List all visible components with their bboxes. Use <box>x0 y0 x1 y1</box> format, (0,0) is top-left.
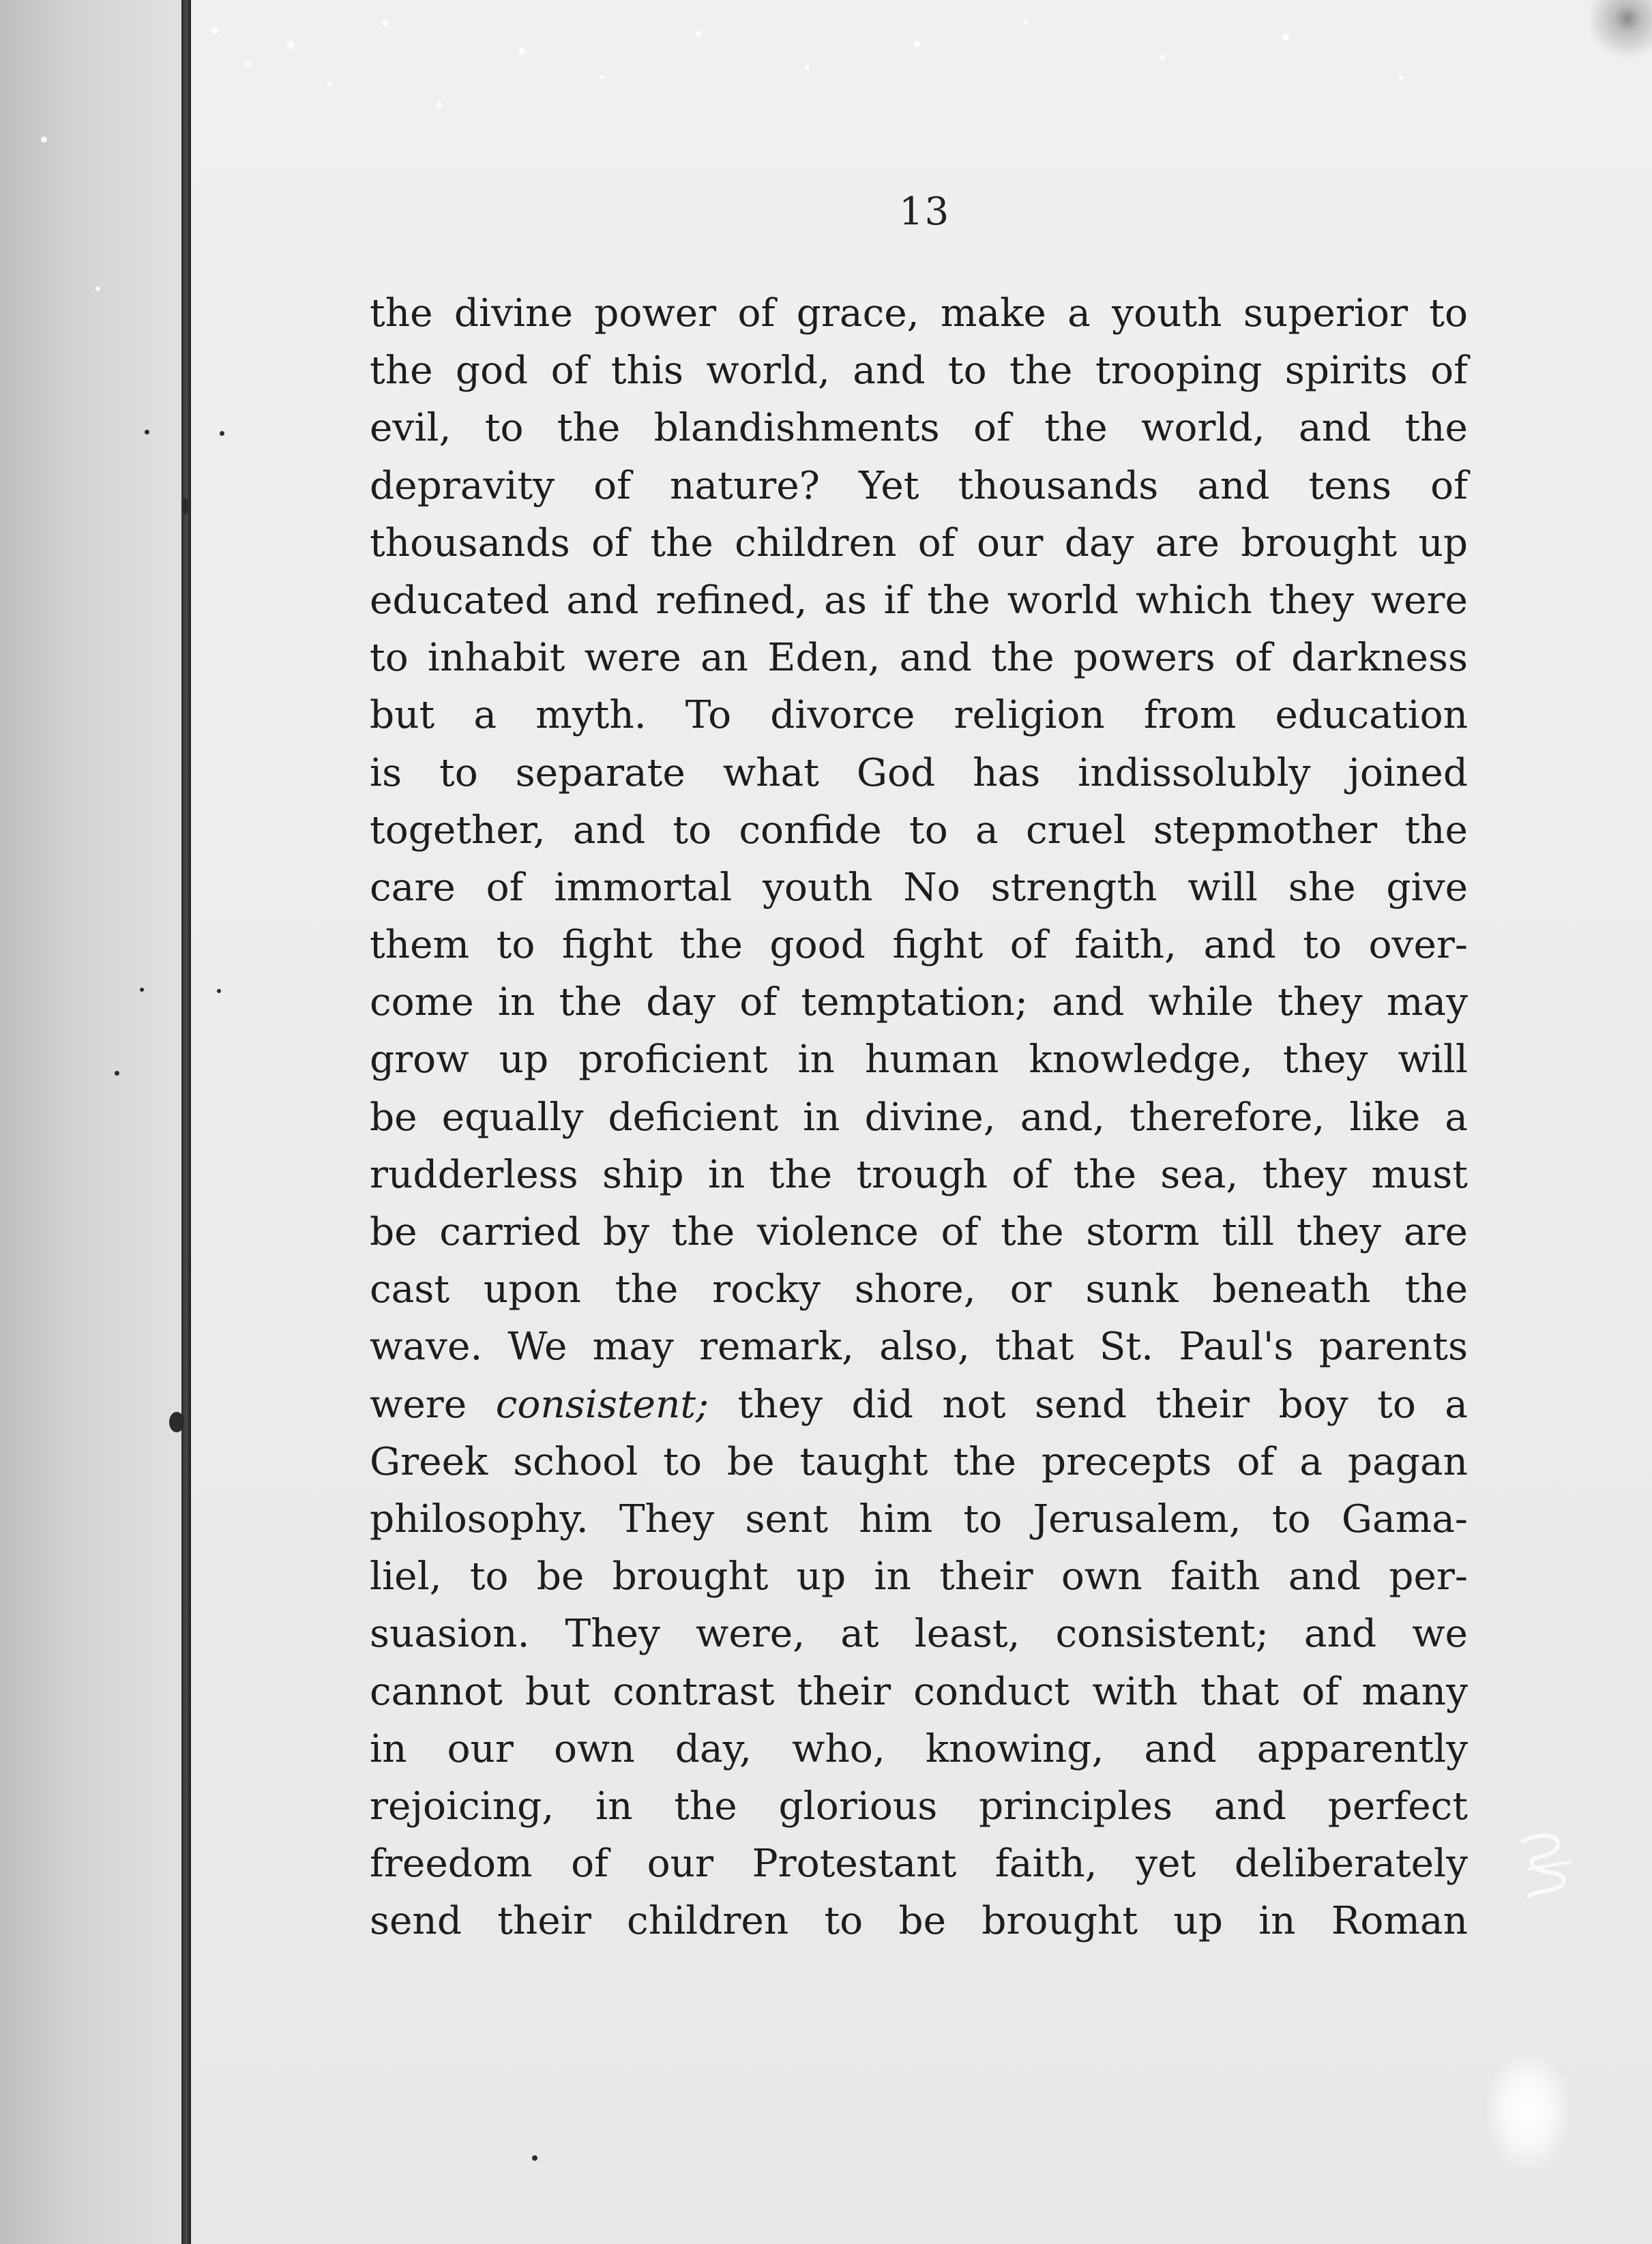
text-line: the god of this world, and to the trooping spirits of <box>370 349 1468 394</box>
dust-speck <box>1282 34 1289 41</box>
pencil-scribble-icon <box>1516 1828 1577 1903</box>
margin-mark <box>181 498 188 514</box>
dust-speck <box>327 82 332 87</box>
margin-mark <box>140 988 144 992</box>
text-fragment: were <box>370 1382 467 1427</box>
text-line: together, and to confide to a cruel stepmother the <box>370 808 1468 853</box>
text-line: Greek school to be taught the precepts of a pagan <box>370 1439 1468 1484</box>
margin-mark <box>145 430 149 434</box>
dust-speck <box>246 61 251 67</box>
text-line: in our own day, who, knowing, and apparently <box>370 1726 1468 1771</box>
margin-mark <box>115 1071 119 1076</box>
text-line: educated and refined, as if the world which they were <box>370 578 1468 623</box>
dust-speck <box>1160 55 1165 60</box>
dust-speck <box>914 41 920 47</box>
margin-mark <box>220 431 224 436</box>
dust-speck <box>805 65 810 70</box>
text-line: depravity of nature? Yet thousands and tens of <box>370 463 1468 508</box>
facing-page-edge <box>0 0 183 2244</box>
text-line: to inhabit were an Eden, and the powers of darkness <box>370 636 1468 681</box>
margin-mark <box>169 1412 184 1432</box>
text-line: suasion. They were, at least, consistent; and we <box>370 1612 1468 1657</box>
text-line: care of immortal youth No strength will she give <box>370 865 1468 910</box>
dust-speck <box>1398 75 1403 80</box>
text-line: philosophy. They sent him to Jerusalem, to Gama- <box>370 1496 1468 1541</box>
text-line: rudderless ship in the trough of the sea, they must <box>370 1152 1468 1197</box>
text-line: cast upon the rocky shore, or sunk beneath the <box>370 1267 1468 1312</box>
text-line: be carried by the violence of the storm till they are <box>370 1210 1468 1254</box>
text-line-mixed <box>370 1376 1468 1434</box>
text-line: liel, to be brought up in their own faith and per- <box>370 1554 1468 1599</box>
dust-speck <box>437 102 442 108</box>
margin-mark <box>217 989 221 993</box>
dust-speck <box>1023 20 1027 25</box>
scan-glare <box>1487 2053 1569 2169</box>
text-line: send their children to be brought up in Roman <box>370 1899 1468 1944</box>
text-line: freedom of our Protestant faith, yet deliberately <box>370 1842 1468 1887</box>
dust-speck <box>286 41 295 49</box>
text-line: them to fight the good fight of faith, and to over- <box>370 923 1468 968</box>
dust-speck <box>600 75 604 79</box>
dust-speck <box>696 31 701 36</box>
text-line: the divine power of grace, make a youth superior to <box>370 291 1468 336</box>
text-line: but a myth. To divorce religion from education <box>370 693 1468 738</box>
dust-speck <box>211 27 218 34</box>
text-line: be equally deficient in divine, and, therefore, like a <box>370 1095 1468 1140</box>
dust-speck <box>382 20 388 27</box>
margin-mark <box>532 2155 537 2161</box>
dust-speck <box>95 286 100 291</box>
page-number: 13 <box>899 190 951 234</box>
text-line: grow up proficient in human knowledge, they will <box>370 1037 1468 1082</box>
corner-shadow <box>1591 0 1652 61</box>
text-line: evil, to the blandishments of the world, and the <box>370 406 1468 451</box>
page-gutter <box>181 0 191 2244</box>
italic-fragment: consistent; <box>495 1382 709 1427</box>
text-line: wave. We may remark, also, that St. Paul's parents <box>370 1325 1468 1370</box>
text-line: is to separate what God has indissolubly joined <box>370 750 1468 795</box>
text-line: rejoicing, in the glorious principles and perfect <box>370 1784 1468 1829</box>
text-line: come in the day of temptation; and while they may <box>370 980 1468 1025</box>
dust-speck <box>518 48 525 55</box>
text-fragment: they did not send their boy to a <box>737 1382 1468 1427</box>
body-text <box>370 285 1468 1950</box>
text-line: cannot but contrast their conduct with that of many <box>370 1669 1468 1714</box>
text-line: thousands of the children of our day are brought up <box>370 520 1468 565</box>
dust-speck <box>41 136 47 143</box>
